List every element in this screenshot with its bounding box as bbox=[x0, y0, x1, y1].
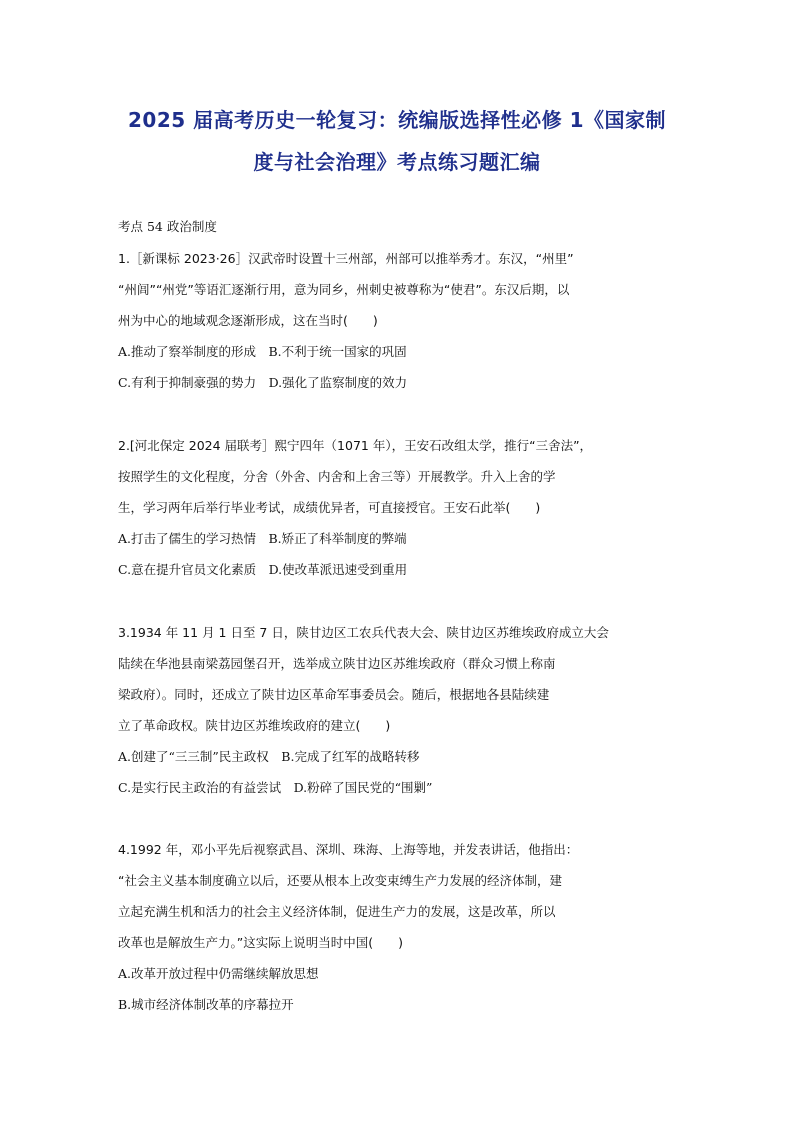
question-3-options-ab: A.创建了“三三制”民主政权 B.完成了红军的战略转移 bbox=[118, 749, 420, 764]
question-1-options-cd: C.有利于抑制豪强的势力 D.强化了监察制度的效力 bbox=[118, 375, 408, 390]
question-2-stem-line: 按照学生的文化程度，分舍（外舍、内舍和上舍三等）开展教学。升入上舍的学 bbox=[118, 469, 556, 484]
question-1 bbox=[118, 243, 678, 398]
question-3-options-cd: C.是实行民主政治的有益尝试 D.粉碎了国民党的“围剿” bbox=[118, 780, 433, 795]
question-1-stem-line: “州闾”“州党”等语汇逐渐行用，意为同乡，州刺史被尊称为“使君”。东汉后期，以 bbox=[118, 282, 570, 297]
section-heading: 考点 54 政治制度 bbox=[118, 219, 217, 234]
question-4-option-b: B.城市经济体制改革的序幕拉开 bbox=[118, 997, 294, 1012]
document-title-line-2: 度与社会治理》考点练习题汇编 bbox=[253, 150, 541, 174]
question-2-stem-line: 2.[河北保定 2024 届联考］熙宁四年（1071 年），王安石改组太学，推行“三舍法”， bbox=[118, 438, 593, 453]
question-3 bbox=[118, 617, 678, 803]
question-2-options-ab: A.打击了儒生的学习热情 B.矫正了科举制度的弊端 bbox=[118, 531, 407, 546]
question-2 bbox=[118, 430, 678, 585]
question-4-stem-line: “社会主义基本制度确立以后，还要从根本上改变束缚生产力发展的经济体制，建 bbox=[118, 873, 562, 888]
question-4-stem-line: 立起充满生机和活力的社会主义经济体制，促进生产力的发展，这是改革，所以 bbox=[118, 904, 556, 919]
question-1-stem-line: 州为中心的地域观念逐渐形成，这在当时( ) bbox=[118, 313, 378, 328]
question-1-stem-line: 1.［新课标 2023·26］汉武帝时设置十三州部，州部可以推举秀才。东汉，“州里” bbox=[118, 251, 574, 266]
question-3-stem-line: 3.1934 年 11 月 1 日至 7 日，陕甘边区工农兵代表大会、陕甘边区苏维埃政府成立大会 bbox=[118, 625, 609, 640]
question-4 bbox=[118, 834, 678, 1020]
question-2-options-cd: C.意在提升官员文化素质 D.使改革派迅速受到重用 bbox=[118, 562, 408, 577]
question-4-stem-line: 4.1992 年，邓小平先后视察武昌、深圳、珠海、上海等地，并发表讲话，他指出： bbox=[118, 842, 579, 857]
question-3-stem-line: 陆续在华池县南梁荔园堡召开，选举成立陕甘边区苏维埃政府（群众习惯上称南 bbox=[118, 656, 556, 671]
document-title-line-1: 2025 届高考历史一轮复习：统编版选择性必修 1《国家制 bbox=[127, 108, 666, 132]
question-2-stem-line: 生，学习两年后举行毕业考试，成绩优异者，可直接授官。王安石此举( ) bbox=[118, 500, 541, 515]
question-3-stem-line: 立了革命政权。陕甘边区苏维埃政府的建立( ) bbox=[118, 718, 391, 733]
question-3-stem-line: 梁政府）。同时，还成立了陕甘边区革命军事委员会。随后，根据地各县陆续建 bbox=[118, 687, 550, 702]
question-4-stem-line: 改革也是解放生产力。”这实际上说明当时中国( ) bbox=[118, 935, 403, 950]
question-4-option-a: A.改革开放过程中仍需继续解放思想 bbox=[118, 966, 319, 981]
question-1-options-ab: A.推动了察举制度的形成 B.不利于统一国家的巩固 bbox=[118, 344, 407, 359]
